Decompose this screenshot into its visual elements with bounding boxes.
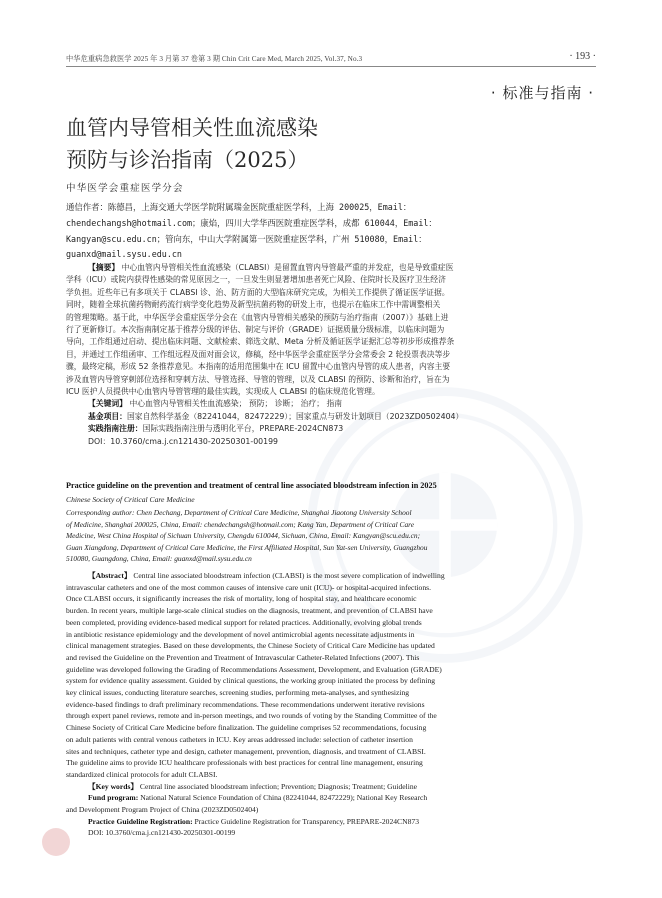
- en-abstract-line: The guideline aims to provide ICU healthcare professionals with best practices for central line management, ensuring: [66, 758, 423, 768]
- en-abstract-line: clinical management strategies. Based on these developments, the Chinese Society of Critical Care Medicine has updated: [66, 641, 435, 651]
- cn-abstract-line: 目，并通过工作组函审、工作组远程及面对面会议，修稿，经中华医学会重症医学分会常委会 2 轮投票表决等步: [66, 349, 451, 359]
- cn-abstract-line: 同时，随着全球抗菌药物耐药流行病学变化趋势及新型抗菌药物的研发上市，也提示在临床工作中需调整相关: [66, 300, 441, 310]
- publisher-seal-icon: [42, 828, 70, 856]
- en-corr-line: of Medicine, Shanghai 200025, China, Email: chendechangsh@hotmail.com; Kang Yan, Department of Critical Care: [66, 519, 415, 529]
- en-abstract-line: Chinese Society of Critical Care Medicine before finalization. The guideline comprises 52 recommendations, focusing: [66, 723, 427, 733]
- cn-abstract-line: 涉及血管内导管穿刺部位选择和穿刺方法、导管选择、导管的管理，以及 CLABSI 的预防、诊断和治疗，旨在为: [66, 374, 450, 384]
- cn-fund: 基金项目：国家自然科学基金（82241044，82472229）；国家重点与研发计划项目（2023ZD0502404）: [88, 411, 464, 421]
- en-corr-line: 510080, Guangdong, China, Email: guanxd@mail.sysu.edu.cn: [66, 554, 252, 564]
- cn-abstract-line: 的管理策略。基于此，中华医学会重症医学分会在《血管内导管相关感染的预防与治疗指南（2007）》基础上进: [66, 312, 449, 322]
- running-head: 中华危重病急救医学 2025 年 3 月第 37 卷第 3 期 Chin Crit Care Med, March 2025, Vol.37, No.3: [66, 55, 363, 63]
- english-abstract: [66, 570, 596, 839]
- english-title: Practice guideline on the prevention and treatment of central line associated bloodstream infection in 2025: [66, 481, 437, 490]
- corr-line: 通信作者：陈德昌，上海交通大学医学院附属瑞金医院重症医学科，上海 200025，Email：: [66, 202, 412, 212]
- corr-line: guanxd@mail.sysu.edu.cn: [66, 249, 182, 260]
- en-abstract-line: key clinical issues, conducting literature searches, screening studies, performing meta-analyses, and synthesizing: [66, 688, 410, 698]
- en-keywords: 【Key words】 Central line associated bloodstream infection; Prevention; Diagnosis; Treatment; Guideline: [88, 781, 418, 791]
- column-tag: · 标准与指南 ·: [490, 84, 594, 102]
- en-abstract-line: evidence-based findings to draft preliminary recommendations. These recommendations underwent iterative revisions: [66, 699, 425, 709]
- cn-abstract-label: 【摘要】: [88, 263, 120, 272]
- cn-registration: 实践指南注册：国际实践指南注册与透明化平台，PREPARE-2024CN873: [88, 424, 344, 434]
- english-society: Chinese Society of Critical Care Medicine: [66, 495, 195, 504]
- en-corr-line: Corresponding author: Chen Dechang, Department of Critical Care Medicine, Shanghai Jiaotong University School: [66, 508, 412, 517]
- en-abstract-line: guideline was developed following the Grading of Recommendations Assessment, Development, and Evaluation (GRADE): [66, 664, 442, 674]
- cn-abstract-line: 导向，工作组通过启动、提出临床问题、文献检索、筛选文献、Meta 分析及循证医学证据汇总等初步形成推荐条: [66, 337, 455, 347]
- cn-abstract-line: 行了更新修订。本次指南制定基于推荐分级的评估、制定与评价（GRADE）证据质量分级标准，以临床问题为: [66, 325, 445, 335]
- cn-abstract-line: 骤，最终定稿，形成 52 条推荐意见。本指南的适用范围集中在 ICU 留置中心血管内导管的成人患者，内容主要: [66, 362, 451, 372]
- corr-line: Kangyan@scu.edu.cn；管向东，中山大学附属第一医院重症医学科，广州 510080，Email：: [66, 233, 427, 244]
- en-corr-line: Guan Xiangdong, Department of Critical Care Medicine, the First Affiliated Hospital, Sun Yat-sen University, Guangzhou: [66, 542, 428, 552]
- chinese-abstract: [66, 262, 596, 448]
- cn-abstract-line: 【摘要】 中心血管内导管相关性血流感染（CLABSI）是留置血管内导管最严重的并发症，也是导致重症医: [88, 263, 454, 272]
- english-corresponding: [66, 507, 596, 565]
- corr-line: chendechangsh@hotmail.com；康焰，四川大学华西医院重症医学科，成都 610044，Email：: [66, 217, 437, 228]
- en-abstract-line: been completed, providing evidence-based medical support for related practices. Additionally, evolving global trends: [66, 617, 422, 627]
- en-corr-line: Medicine, West China Hospital of Sichuan University, Chengdu 610044, Sichuan, China, Email: Kangyan@scu.edu.cn;: [66, 531, 421, 541]
- en-registration: Practice Guideline Registration: Practice Guideline Registration for Transparency, PREPARE-2024CN873: [88, 816, 419, 826]
- cn-doi: DOI：10.3760/cma.j.cn121430-20250301-00199: [88, 436, 278, 446]
- cn-abstract-line: 学科（ICU）或院内获得性感染的常见原因之一，一旦发生则显著增加患者死亡风险、住院时长及医疗卫生经济: [66, 275, 446, 285]
- en-abstract-line: and revised the Guideline on the Prevention and Treatment of Intravascular Catheter-Related Infections (2007). This: [66, 652, 420, 662]
- title-line-2: 预防与诊治指南（2025）: [66, 148, 309, 172]
- en-abstract-label: 【Abstract】: [88, 571, 132, 580]
- en-doi: DOI: 10.3760/cma.j.cn121430-20250301-00199: [88, 828, 236, 838]
- en-abstract-line: through expert panel reviews, remote and in-person meetings, and two rounds of voting by the Standing Committee of the: [66, 711, 437, 721]
- article-title: [66, 112, 486, 176]
- cn-abstract-line: ICU 医护人员提供中心血管内导管管理的最佳实践，实现成人 CLABSI 的临床规范化管理。: [66, 387, 380, 397]
- en-abstract-line: in antibiotic resistance epidemiology and the development of novel antimicrobial agents necessitate adjustments in: [66, 629, 415, 639]
- en-abstract-line: sites and techniques, catheter type and design, catheter management, prevention, diagnosis, and treatment of CLABSI.: [66, 746, 426, 756]
- en-abstract-line: Once CLABSI occurs, it significantly increases the risk of mortality, long of hospital stay, and healthcare economic: [66, 594, 417, 604]
- en-abstract-line: burden. In recent years, multiple large-scale clinical studies on the diagnosis, treatment, and prevention of CLABSI have: [66, 606, 433, 616]
- header-rule: [66, 66, 596, 67]
- en-abstract-line: 【Abstract】 Central line associated bloodstream infection (CLABSI) is the most severe complication of indwelling: [88, 571, 445, 580]
- page-number: · 193 ·: [569, 51, 596, 62]
- cn-keywords: 【关键词】 中心血管内导管相关性血流感染； 预防； 诊断； 治疗； 指南: [88, 399, 343, 409]
- en-abstract-line: system for evidence quality assessment. Guided by clinical questions, the working group initiated the process by defining: [66, 676, 436, 686]
- title-line-1: 血管内导管相关性血流感染: [66, 116, 318, 140]
- corresponding-authors: [66, 200, 506, 263]
- en-fund-continued: and Development Program Project of China (2023ZD0502404): [66, 805, 259, 815]
- en-fund: Fund program: National Natural Science Foundation of China (82241044, 82472229); National Key Research: [88, 793, 428, 803]
- en-abstract-line: on adult patients with central venous catheters in ICU. Key areas addressed include: selection of catheter insertion: [66, 734, 413, 744]
- author-society: 中华医学会重症医学分会: [66, 183, 184, 194]
- cn-abstract-line: 学负担。近些年已有多项关于 CLABSI 诊、治、防方面的大型临床研究完成，为相关工作提供了循证医学证据。: [66, 287, 450, 297]
- en-abstract-line: standardized clinical protocols for adult CLABSI.: [66, 769, 218, 779]
- en-abstract-line: intravascular catheters and one of the most common causes of intensive care unit (ICU)- or hospital-acquired infections.: [66, 582, 432, 592]
